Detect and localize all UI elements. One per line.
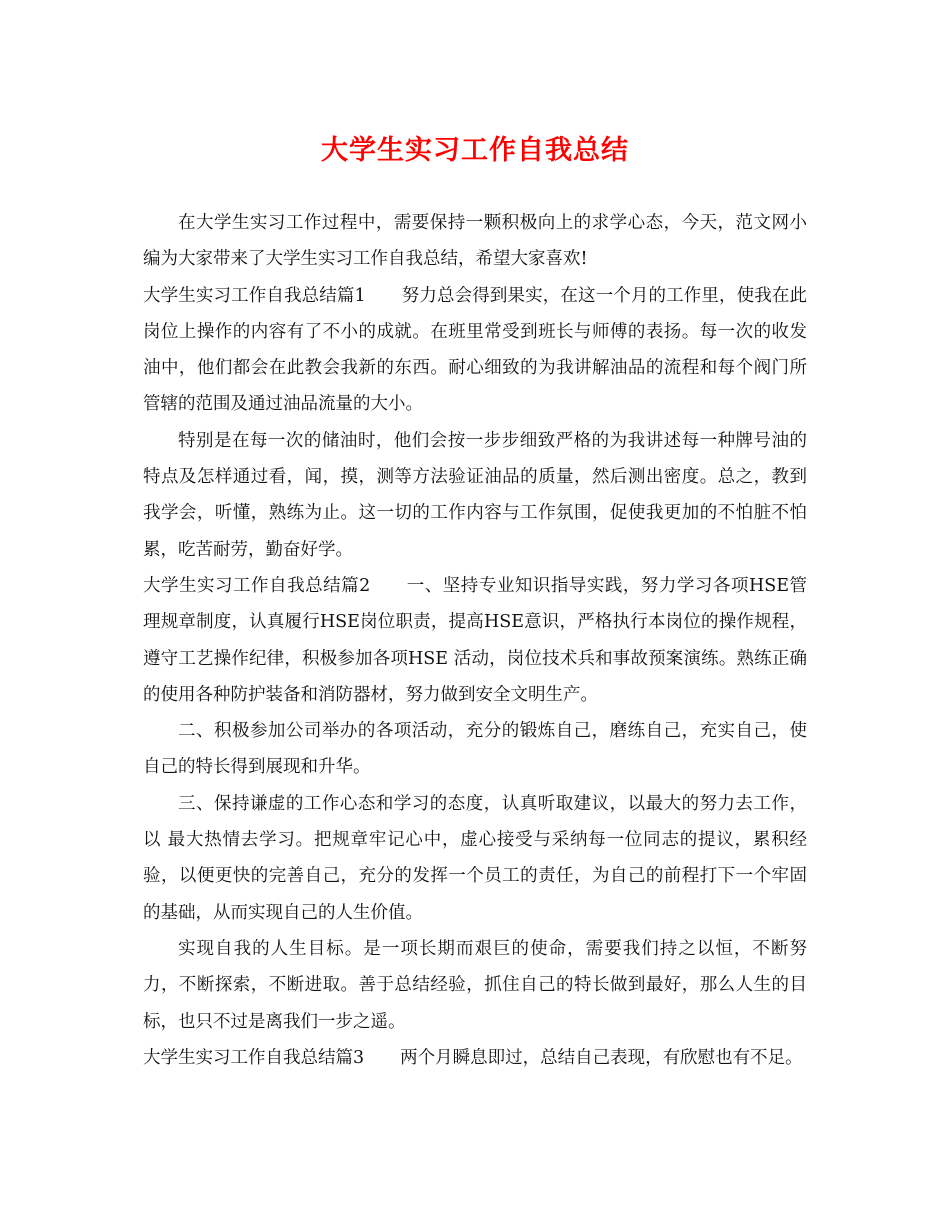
body-paragraph: 二、积极参加公司举办的各项活动，充分的锻炼自己，磨练自己，充实自己，使自己的特长得到展现和升华。 — [143, 721, 807, 778]
section-first-paragraph: 努力总会得到果实，在这一个月的工作里，使我在此岗位上操作的内容有了不小的成就。在班里常受到班长与师傅的表扬。每一次的收发油中，他们都会在此教会我新的东西。耐心细致的为我讲解油品的流程和每个阀门所管辖的范围及通过油品流量的大小。 — [143, 285, 808, 415]
section-2-opening — [143, 568, 807, 713]
body-paragraph: 三、保持谦虚的工作心态和学习的态度，认真听取建议，以最大的努力去工作，以 最大热情去学习。把规章牢记心中，虚心接受与采纳每一位同志的提议，累积经验，以便更快的完善自己，充分的发挥一个员工的责任，为自己的前程打下一个牢固的基础，从而实现自己的人生价值。 — [143, 793, 807, 923]
section-3-opening — [143, 1040, 807, 1076]
intro-paragraph: 在大学生实习工作过程中，需要保持一颗积极向上的求学心态，今天，范文网小编为大家带来了大学生实习工作自我总结，希望大家喜欢! — [143, 213, 807, 270]
document-title: 大学生实习工作自我总结 — [321, 135, 629, 166]
document-body — [143, 205, 807, 1076]
section-heading: 大学生实习工作自我总结篇2 — [143, 575, 371, 596]
section-first-paragraph: 一、坚持专业知识指导实践，努力学习各项HSE管理规章制度，认真履行HSE岗位职责，提高HSE意识，严格执行本岗位的操作规程，遵守工艺操作纪律，积极参加各项HSE 活动，岗位技术兵和事故预案演练。熟练正确的使用各种防护装备和消防器材，努力做到安全文明生产。 — [143, 575, 807, 705]
section-heading: 大学生实习工作自我总结篇1 — [143, 285, 366, 306]
body-paragraph: 实现自我的人生目标。是一项长期而艰巨的使命，需要我们持之以恒，不断努力，不断探索，不断进取。善于总结经验，抓住自己的特长做到最好，那么人生的目标，也只不过是离我们一步之遥。 — [143, 938, 807, 1032]
section-first-paragraph: 两个月瞬息即过，总结自己表现，有欣慰也有不足。 — [400, 1047, 803, 1068]
section-1-opening — [143, 278, 807, 423]
section-heading: 大学生实习工作自我总结篇3 — [143, 1047, 365, 1068]
body-paragraph: 特别是在每一次的储油时，他们会按一步步细致严格的为我讲述每一种牌号油的特点及怎样通过看，闻，摸，测等方法验证油品的质量，然后测出密度。总之，教到我学会，听懂，熟练为止。这一切的工作内容与工作氛围，促使我更加的不怕脏不怕累，吃苦耐劳，勤奋好学。 — [143, 430, 807, 560]
